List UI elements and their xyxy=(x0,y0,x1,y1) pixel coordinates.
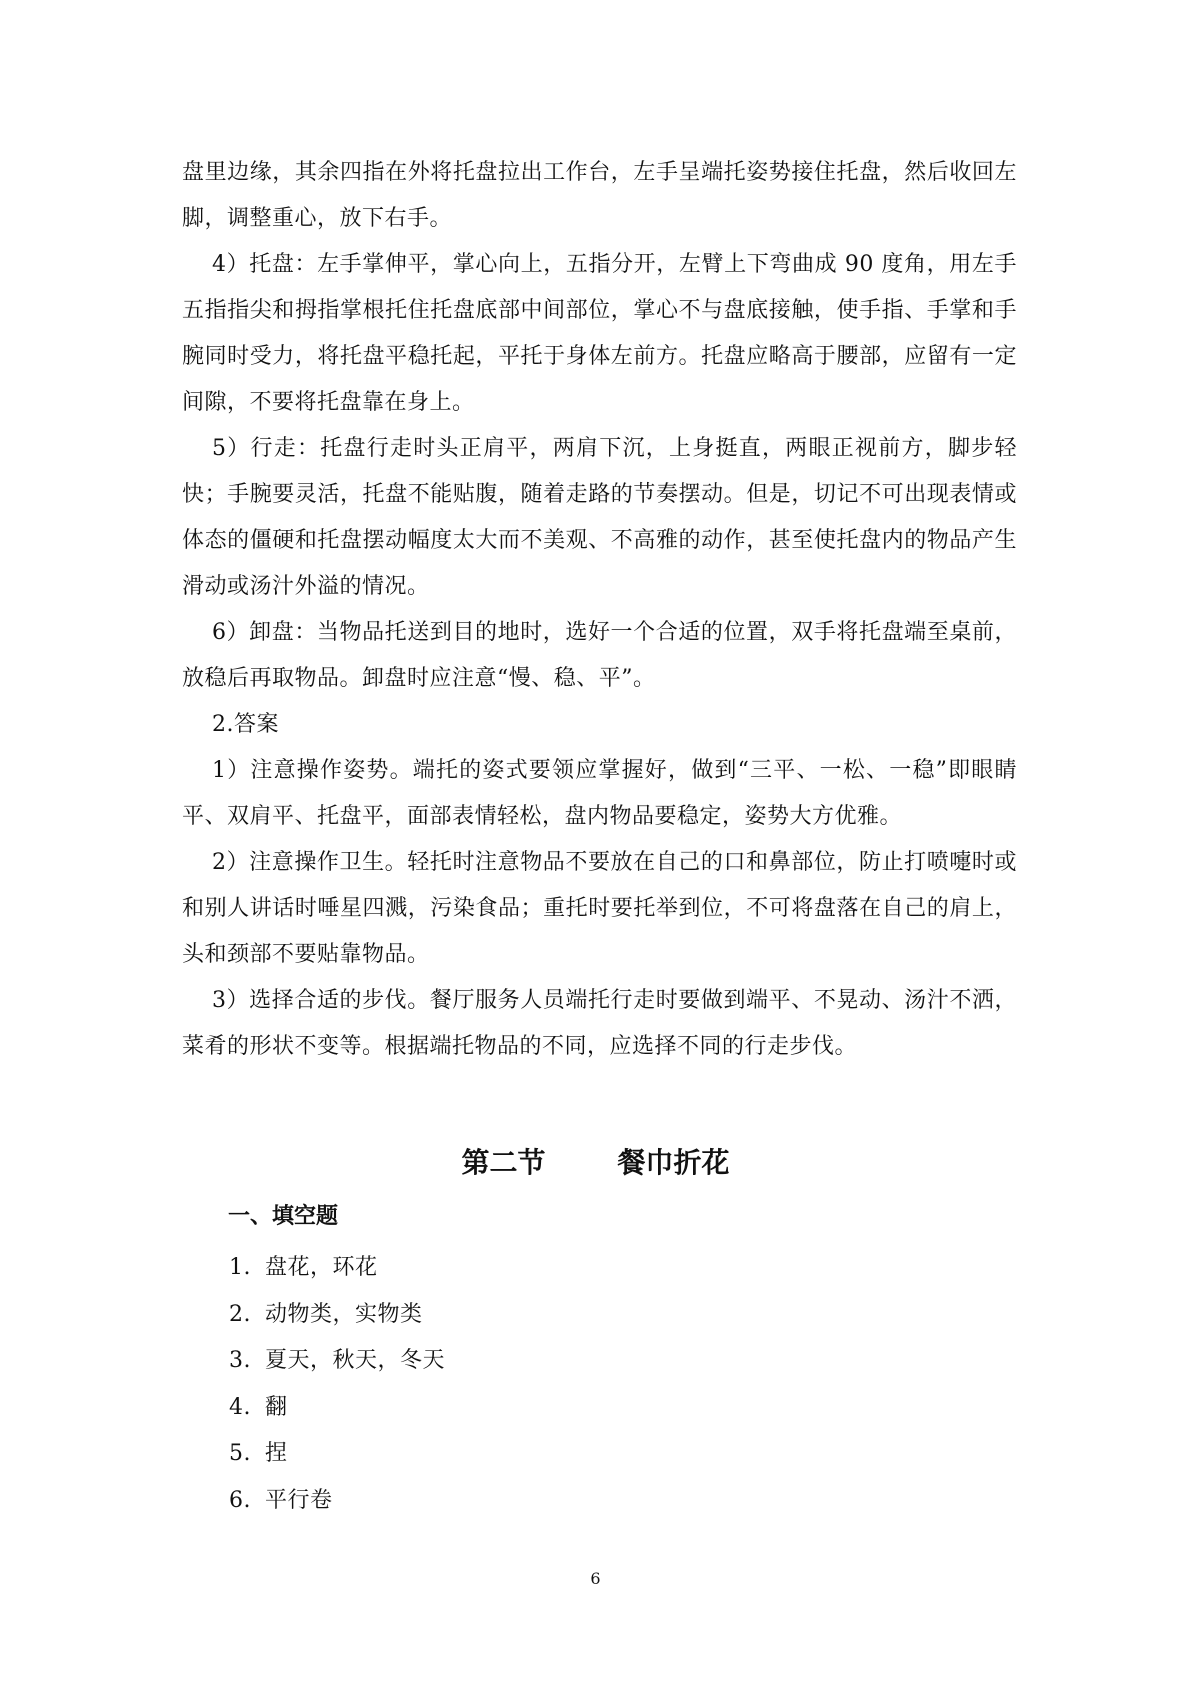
item-text: 平行卷 xyxy=(265,1487,333,1513)
item-number: 2. xyxy=(229,1301,251,1327)
paragraph-steps: 3）选择合适的步伐。餐厅服务人员端托行走时要做到端平、不晃动、汤汁不洒，菜肴的形状不变等。根据端托物品的不同，应选择不同的行走步伐。 xyxy=(182,988,1017,1059)
paragraph-unloading: 6）卸盘：当物品托送到目的地时，选好一个合适的位置，双手将托盘端至桌前，放稳后再取物品。卸盘时应注意“慢、稳、平”。 xyxy=(182,620,1017,691)
item-text: 夏天，秋天，冬天 xyxy=(265,1348,446,1373)
list-item xyxy=(229,1385,445,1432)
list-item xyxy=(229,1245,445,1292)
paragraph-hygiene: 2）注意操作卫生。轻托时注意物品不要放在自己的口和鼻部位，防止打喷嚏时或和别人讲话时唾星四溅，污染食品；重托时要托举到位，不可将盘落在自己的肩上，头和颈部不要贴靠物品。 xyxy=(182,850,1017,967)
list-item xyxy=(229,1338,445,1385)
paragraph-tray-holding: 4）托盘：左手掌伸平，掌心向上，五指分开，左臂上下弯曲成 90 度角，用左手五指指尖和拇指掌根托住托盘底部中间部位，掌心不与盘底接触，使手指、手掌和手腕同时受力，将托盘平稳托起，平托于身体左前方。托盘应略高于腰部，应留有一定间隙，不要将托盘靠在身上。 xyxy=(182,252,1017,415)
answer-heading: 2.答案 xyxy=(212,712,279,737)
paragraph-walking: 5）行走：托盘行走时头正肩平，两肩下沉，上身挺直，两眼正视前方，脚步轻快；手腕要灵活，托盘不能贴腹，随着走路的节奏摆动。但是，切记不可出现表情或体态的僵硬和托盘摆动幅度太大而不美观、不高雅的动作，甚至使托盘内的物品产生滑动或汤汁外溢的情况。 xyxy=(182,436,1017,599)
list-item xyxy=(229,1292,445,1339)
subsection-heading: 一、填空题 xyxy=(228,1204,339,1229)
section-number: 第二节 xyxy=(461,1146,546,1179)
section-title xyxy=(0,1143,1191,1183)
item-number: 3. xyxy=(229,1348,251,1373)
body-text xyxy=(182,150,1017,1070)
item-number: 4. xyxy=(229,1394,251,1420)
paragraph-continued: 盘里边缘，其余四指在外将托盘拉出工作台，左手呈端托姿势接住托盘，然后收回左脚，调整重心，放下右手。 xyxy=(182,160,1017,231)
item-text: 捏 xyxy=(265,1441,288,1466)
item-number: 5. xyxy=(229,1441,251,1466)
paragraph-posture: 1）注意操作姿势。端托的姿式要领应掌握好，做到“三平、一松、一稳”即眼睛平、双肩平、托盘平，面部表情轻松，盘内物品要稳定，姿势大方优雅。 xyxy=(182,758,1017,829)
page-number: 6 xyxy=(590,1569,601,1588)
item-text: 动物类，实物类 xyxy=(265,1301,423,1327)
answer-list xyxy=(229,1245,445,1524)
list-item xyxy=(229,1431,445,1478)
item-text: 盘花，环花 xyxy=(265,1255,378,1280)
item-text: 翻 xyxy=(265,1394,288,1420)
item-number: 6. xyxy=(229,1487,251,1513)
list-item xyxy=(229,1478,445,1525)
section-name: 餐巾折花 xyxy=(617,1146,730,1179)
item-number: 1. xyxy=(229,1255,251,1280)
